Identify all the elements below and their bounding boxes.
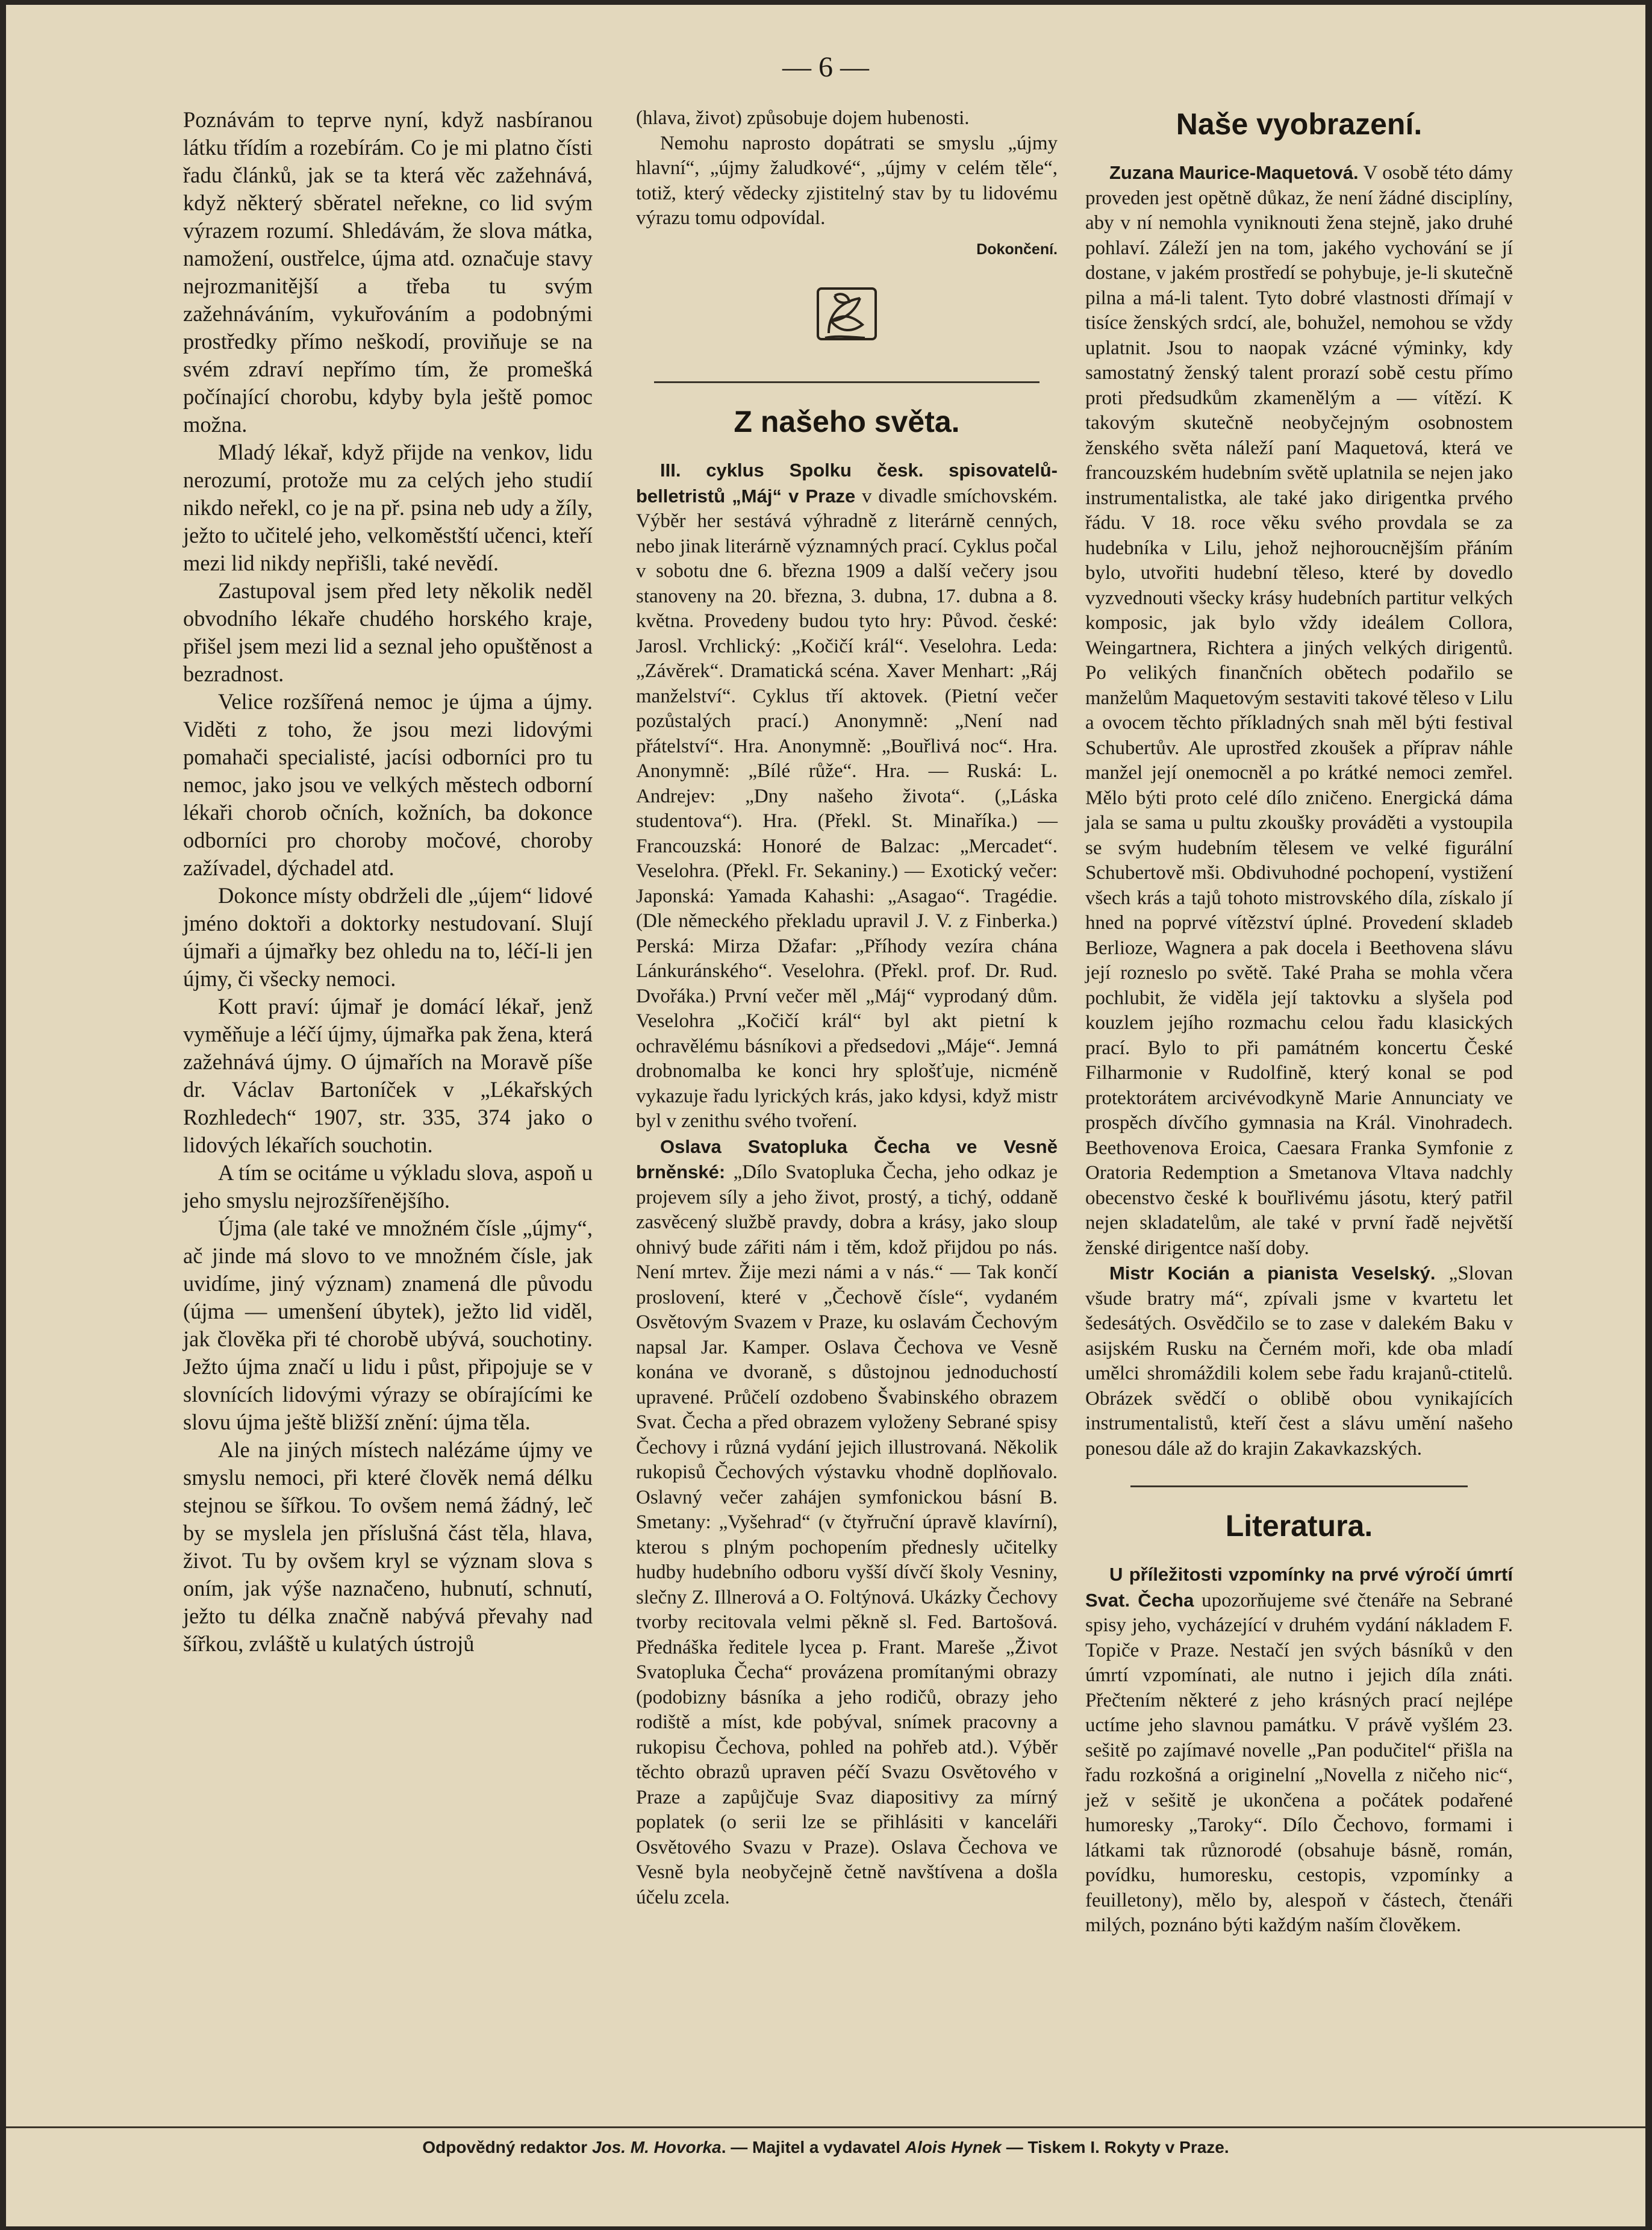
article-item xyxy=(1085,1261,1513,1461)
news-item-lead: III. cyklus Spolku česk. spisovatelů-belletristů „Máj“ v Praze xyxy=(636,460,1058,507)
news-item xyxy=(636,458,1058,1134)
footer-publisher: Alois Hynek xyxy=(905,2138,1002,2157)
article-item xyxy=(1085,160,1513,1261)
news-item xyxy=(636,1134,1058,1911)
left-column xyxy=(183,106,593,1658)
news-item-text: v divadle smíchovském. Výběr her sestává výhradně z literárně cenných, nebo jinak literárně významných prací. Cyklus počal v sobotu dne 6. března 1909 a další večery jsou stanoveny na 20. března, 3. dubna, 17. dubna a 8. května. Provedeny budou tyto hry: Původ. české: Jarosl. Vrchlický: „Kočičí král“. Veselohra. Leda: „Závěrek“. Dramatická scéna. Xaver Menhart: „Ráj manželství“. Cyklus tří aktovek. (Pietní večer pozůstalých prací.) Anonymně: „Není nad přátelství“. Hra. Anonymně: „Bouřlivá noc“. Hra. Anonymně: „Bílé růže“. Hra. — Ruská: L. Andrejev: „Dny našeho života“. („Láska studentova“). Hra. (Překl. St. Minaříka.) — Francouzská: Honoré de Balzac: „Mercadet“. Veselohra. (Překl. Fr. Sekaniny.) — Exotický večer: Japonská: Yamada Kahashi: „Asagao“. Tragédie. (Dle německého překladu upravil J. V. z Finberka.) Perská: Mirza Džafar: „Příhody vezíra chána Lánkuránského“. Veselohra. (Překl. prof. Dr. Rud. Dvořáka.) První večer měl „Máj“ vyprodaný dům. Veselohra „Kočičí král“ byl akt pietní k ochravělému básníkovi a předsedovi „Máje“. Jemná drobnomalba ke konci hry splošťuje, nicméně vykazuje řadu lyrických krás, jako kdysi, když mistr byl v zenithu svého tvoření. xyxy=(636,485,1058,1132)
footer-label: — Tiskem I. Rokyty v Praze. xyxy=(1002,2138,1229,2157)
paragraph: A tím se ocitáme u výkladu slova, aspoň u jeho smyslu nejrozšířenějšího. xyxy=(183,1160,593,1213)
section-divider xyxy=(654,381,1040,383)
section-title-nase-vyobrazeni: Naše vyobrazení. xyxy=(1176,107,1423,141)
news-item-lead: Oslava Svatopluka Čecha ve Vesně brněnské: xyxy=(636,1135,1058,1182)
article-item-lead: Zuzana Maurice-Maquetová. xyxy=(1109,162,1359,183)
news-item-text: „Dílo Svatopluka Čecha, jeho odkaz je projevem síly a jeho život, prostý, a tichý, oddaně zasvěcený službě pravdy, dobra a krásy, jako sloup ohnivý bude zářiti nám i těm, kdož přijdou po nás. Není mrtev. Žije mezi námi a v nás.“ — Tak končí proslovení, které v „Čechově čísle“, vydaném Osvětovým Svazem v Praze, ku oslavám Čechovým napsal Jar. Kamper. Oslava Čechova ve Vesně konána ve dvoraně, s důstojnou jednoduchostí upravené. Průčelí ozdobeno Švabinského obrazem Svat. Čecha a před obrazem vyloženy Sebrané spisy Čechovy i různá vydání jejich illustrovaná. Několik rukopisů Čechových výstavku vhodně doplňovalo. Oslavný večer zahájen symfonickou básní B. Smetany: „Vyšehrad“ (v čtyřruční úpravě klavírní), kterou s plným pochopením přednesly učitelky hudby hudebního odboru vyšší dívčí školy Vesniny, slečny Z. Illnerová a O. Foltýnová. Ukázky Čechovy tvorby recitovala velmi pěkně sl. Fed. Bartošová. Přednáška ředitele lycea p. Frant. Mareše „Život Svatopluka Čecha“ provázena promítanými obrazy (podobizny básníka a jeho rodičů, obrazy jeho rodiště a míst, kde pobýval, snímek pracovny a rukopisu Čechova, pohled na pohřeb atd.). Výběr těchto obrazů upraven péčí Svazu Osvětového v Praze a zapůjčuje Svaz diapositivy za mírný poplatek (o serii lze se přihlásiti v kanceláři Osvětového Svazu v Praze). Oslava Čechova ve Vesně byla neobyčejně četně navštívena a došla účelu zcela. xyxy=(636,1161,1058,1908)
continuation-note: Dokončení. xyxy=(976,240,1058,258)
article-item-text: „Slovan všude bratry má“, zpívali jsme v kvartetu let šedesátých. Osvědčilo se to zase v dalekém Baku v asijském Rusku na Černém moři, kde oba mladí umělci shromáždili kolem sebe řadu krajanů-ctitelů. Obrázek svědčí o oblibě obou vynikajících instrumentalistů, kteří čest a slávu umění našeho ponesou dále až do krajin Zakavkazských. xyxy=(1085,1263,1513,1460)
newspaper-page xyxy=(6,5,1645,2226)
footer-label: Odpovědný redaktor xyxy=(422,2138,592,2157)
article-item-lead: Mistr Kocián a pianista Veselský. xyxy=(1109,1263,1436,1284)
section-title-literatura: Literatura. xyxy=(1225,1509,1373,1543)
right-column xyxy=(1085,106,1513,1938)
literature-item-lead: U příležitosti vzpomínky na prvé výročí úmrtí Svat. Čecha xyxy=(1085,1564,1513,1611)
paragraph: Nemohu naprosto dopátrati se smyslu „újmy hlavní“, „újmy žaludkové“, „újmy v celém těle“, totiž, který vědecky zjistitelný stav by tu lidovému výrazu tomu odpovídal. xyxy=(636,132,1058,229)
section-divider xyxy=(1130,1485,1468,1487)
imprint-footer xyxy=(6,2126,1645,2157)
page-number: — 6 — xyxy=(782,51,869,83)
middle-column xyxy=(636,106,1058,1910)
article-item-text: V osobě této dámy proveden jest opětně důkaz, že není žádné disciplíny, aby v ní nemohla vyniknouti žena stejně, jako druhé pohlaví. Záleží jen na tom, jakého vychování se jí dostane, v jakém prostředí se pohybuje, je-li skutečně pilna a má-li talent. Tyto dobré vlastnosti dřímají v tisíce ženských srdcí, ale, bohužel, nemohou se vždy uplatnit. Jsou to naopak vzácné výminky, kdy samostatný ženský talent prorazí sobě cestu přímo proti předsudkům zkamenělým a — vítězí. K takovým skutečně neobyčejným osobnostem ženského světa náleží paní Maquetová, která ve francouzském hudebním světě uplatnila se nejen jako instrumentalistka, ale také jako dirigentka prvého řádu. V 18. roce věku svého provdala se za hudebníka v Lilu, jehož nejhoroucnějším přáním bylo, utvořiti hudební těleso, které by dovedlo vyzvednouti všecky krásy hudebních partitur velkých komposic, jak bylo vždy ideálem Collora, Weingartnera, Richtera a jiných velkých dirigentů. Po velikých finančních obětech podařilo se manželům Maquetovým sestaviti takové těleso v Lilu a ovocem těchto příkladných snah měl býti festival Schubertův. Ale uprostřed zkoušek a příprav náhle manžel její onemocněl a po krátké nemoci zemřel. Mělo býti proto celé dílo zničeno. Energická dáma jala se sama u pultu zkoušky prováděti a vystoupila se svým hudebním tělesem ve velké figurální Schubertově mši. Obdivuhodné pochopení, vystižení všech krás a tajů tohoto mistrovského díla, získalo jí hned na poprvé vítězství úplné. Provedení skladeb Berlioze, Wagnera a pak docela i Beethovena slávu její rozneslo po světě. Také Praha se mohla včera pochlubit, že viděla její taktovku a slyšela pod kouzlem jejího rozmachu celou řadu klasických prací. Bylo to při památném koncertu České Filharmonie v Rudolfině, který konal se pod protektorátem arcivévodkyně Marie Annunciaty ve prospěch dívčího gymnasia na Král. Vinohradech. Beethovenova Eroica, Caesara Franka Symfonie z Oratoria Redemption a Smetanova Vltava nadchly obecenstvo české k bouřlivému jásotu, který patřil nejen skladatelům, ale také v první řadě největší ženské dirigentce naší doby. xyxy=(1085,162,1513,1259)
floral-ornament-icon xyxy=(805,278,889,350)
paragraph: Poznávám to teprve nyní, když nasbíranou látku třídím a rozebírám. Co je mi platno čísti řadu článků, jak se ta která věc zažehnává, když některý sběratel neřekne, co lid svým výrazem rozumí. Shledávám, že slova mátka, namožení, oustřelce, újma atd. označuje stavy nejrozmanitější a třeba tu svým zažehnáváním, vykuřováním a podobnými prostředky přímo neškodí, proviňuje se na svém zdraví nepřímo tím, že promešká počínající chorobu, kdyby byla ještě pomoc možna. xyxy=(183,107,593,437)
paragraph: Dokonce místy obdrželi dle „újem“ lidové jméno doktoři a doktorky nestudovaní. Slují újmaři a újmařky bez ohledu na to, léčí-li jen újmy, či všecky nemoci. xyxy=(183,883,593,991)
paragraph: Újma (ale také ve množném čísle „újmy“, ač jinde má slovo to ve množném čísle, jak uvidíme, jiný význam) znamená dle původu (újma — umenšení úbytek), ježto lid viděl, jak člověka při té chorobě ubývá, souchotiny. Ježto újma značí u lidu i půst, připojuje se v slovnících lidovými výrazy se obírajícími ke slovu újma ještě bližší znění: újma těla. xyxy=(183,1216,593,1434)
paragraph: Zastupoval jsem před lety několik neděl obvodního lékaře chudého horského kraje, přišel jsem mezi lid a seznal jeho opuštěnost a bezradnost. xyxy=(183,578,593,686)
paragraph: Kott praví: újmař je domácí lékař, jenž vyměňuje a léčí újmy, újmařka pak žena, která zažehnává újmy. O újmařích na Moravě píše dr. Václav Bartoníček v „Lékařských Rozhledech“ 1907, str. 335, 374 jako o lidových lékařích souchotin. xyxy=(183,994,593,1157)
section-title-z-naseho-sveta: Z našeho světa. xyxy=(734,405,960,439)
footer-editor: Jos. M. Hovorka xyxy=(591,2138,722,2157)
literature-item xyxy=(1085,1562,1513,1938)
paragraph: Mladý lékař, když přijde na venkov, lidu nerozumí, protože mu za celých jeho studií nikdo neřekl, co je na př. psina neb udy a žíly, ježto to učitelé jeho, velkoměstští učenci, kteří mezi lid nikdy nepřišli, také nevědí. xyxy=(183,440,593,575)
footer-label: . — Majitel a vydavatel xyxy=(721,2138,905,2157)
paragraph: Ale na jiných místech nalézáme újmy ve smyslu nemoci, při které člověk nemá délku stejnou se šířkou. To ovšem nemá žádný, leč by se myslela jen příslušná část těla, hlava, život. Tu by ovšem kryl se význam slova s oním, jak výše naznačeno, hubnutí, schnutí, ježto tu délka značně nabývá převahy nad šířkou, zvláště u kulatých ústrojů xyxy=(183,1437,593,1656)
paragraph: (hlava, život) způsobuje dojem hubenosti. xyxy=(636,107,970,129)
literature-item-text: upozorňujeme své čtenáře na Sebrané spisy jeho, vycházející v druhém vydání nákladem F. Topiče v Praze. Nestačí jen svých básníků v den úmrtí vzpomínati, ale nutno i jejich díla znáti. Přečtením některé z jeho krásných prací nejlépe uctíme jeho slavnou památku. V právě vyšlém 23. sešitě po zajímavé novelle „Pan podučitel“ přišla na řadu rozkošná a originelní „Novella z ničeho nic“, jež v sešitě je ukončena a počátek podařené humoresky „Taroky“. Dílo Čechovo, formami i látkami tak různorodé (obsahuje básně, román, povídku, humoresku, cestopis, vzpomínky a feuilletony), mělo by, alespoň v částech, čtenáři milých, poznáno býti každým naším člověkem. xyxy=(1085,1589,1513,1936)
paragraph: Velice rozšířená nemoc je újma a újmy. Viděti z toho, že jsou mezi lidovými pomahači specialisté, jacísi odborníci pro tu nemoc, jako jsou ve velkých městech odborní lékaři chorob očních, kožních, ba dokonce odborníci pro choroby močové, choroby zažívadel, dýchadel atd. xyxy=(183,689,593,880)
